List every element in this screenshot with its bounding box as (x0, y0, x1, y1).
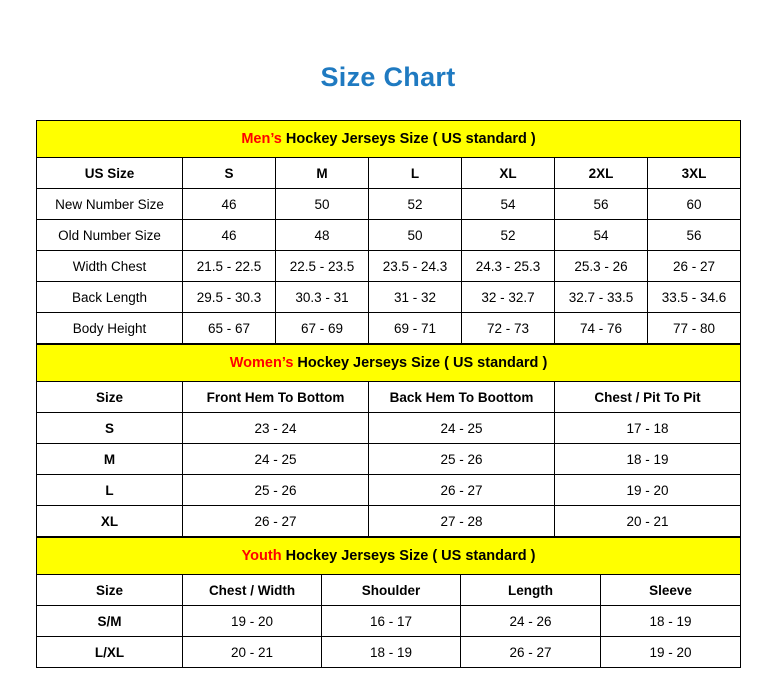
youth-row-0-cell-2: 16 - 17 (322, 606, 461, 637)
mens-row-2-cell-1: 21.5 - 22.5 (183, 251, 276, 282)
youth-row-1-cell-1: 20 - 21 (183, 637, 322, 668)
womens-row-3-cell-1: 26 - 27 (183, 506, 369, 537)
youth-header-row (37, 575, 741, 606)
womens-header-cell-1: Front Hem To Bottom (183, 382, 369, 413)
mens-row-0-cell-6: 60 (648, 189, 741, 220)
mens-header-row (37, 158, 741, 189)
mens-row-0-cell-1: 46 (183, 189, 276, 220)
mens-row-2-cell-3: 23.5 - 24.3 (369, 251, 462, 282)
womens-header-cell-0: Size (37, 382, 183, 413)
youth-row-0-label: S/M (37, 606, 183, 637)
youth-header-cell-3: Length (461, 575, 601, 606)
mens-row-1-cell-4: 52 (462, 220, 555, 251)
mens-header-cell-3: L (369, 158, 462, 189)
mens-row-3-cell-3: 31 - 32 (369, 282, 462, 313)
womens-row-2-cell-2: 26 - 27 (369, 475, 555, 506)
mens-row-4-cell-6: 77 - 80 (648, 313, 741, 344)
womens-row-1-label: M (37, 444, 183, 475)
womens-banner-cell (37, 345, 741, 382)
table-row (37, 444, 741, 475)
mens-header-cell-6: 3XL (648, 158, 741, 189)
womens-row-0-cell-3: 17 - 18 (555, 413, 741, 444)
mens-row-1-cell-5: 54 (555, 220, 648, 251)
womens-row-2-cell-3: 19 - 20 (555, 475, 741, 506)
youth-banner-category: Youth (241, 548, 282, 564)
youth-size-table (36, 537, 741, 668)
table-row (37, 637, 741, 668)
mens-row-1-cell-2: 48 (276, 220, 369, 251)
womens-row-1-cell-1: 24 - 25 (183, 444, 369, 475)
youth-header-cell-1: Chest / Width (183, 575, 322, 606)
mens-row-2-cell-5: 25.3 - 26 (555, 251, 648, 282)
mens-banner-rest: Hockey Jerseys Size ( US standard ) (281, 131, 536, 147)
youth-header-cell-0: Size (37, 575, 183, 606)
mens-banner-cell (37, 121, 741, 158)
table-row (37, 506, 741, 537)
youth-row-0-cell-4: 18 - 19 (601, 606, 741, 637)
mens-row-0-cell-2: 50 (276, 189, 369, 220)
youth-row-1-cell-4: 19 - 20 (601, 637, 741, 668)
mens-row-3-cell-1: 29.5 - 30.3 (183, 282, 276, 313)
womens-banner-row (37, 345, 741, 382)
womens-row-2-label: L (37, 475, 183, 506)
table-row (37, 475, 741, 506)
mens-row-3-cell-2: 30.3 - 31 (276, 282, 369, 313)
mens-row-3-cell-6: 33.5 - 34.6 (648, 282, 741, 313)
mens-row-1-cell-1: 46 (183, 220, 276, 251)
youth-banner-row (37, 538, 741, 575)
mens-row-1-cell-6: 56 (648, 220, 741, 251)
mens-row-4-cell-1: 65 - 67 (183, 313, 276, 344)
womens-row-3-cell-2: 27 - 28 (369, 506, 555, 537)
womens-row-1-cell-2: 25 - 26 (369, 444, 555, 475)
page-title: Size Chart (320, 62, 456, 92)
mens-row-4-cell-2: 67 - 69 (276, 313, 369, 344)
womens-row-0-cell-1: 23 - 24 (183, 413, 369, 444)
mens-row-4-label: Body Height (37, 313, 183, 344)
womens-size-table (36, 344, 741, 537)
youth-header-cell-2: Shoulder (322, 575, 461, 606)
youth-row-0-cell-1: 19 - 20 (183, 606, 322, 637)
womens-header-cell-3: Chest / Pit To Pit (555, 382, 741, 413)
mens-banner-row (37, 121, 741, 158)
table-row (37, 251, 741, 282)
table-row (37, 282, 741, 313)
youth-row-1-label: L/XL (37, 637, 183, 668)
womens-row-1-cell-3: 18 - 19 (555, 444, 741, 475)
mens-row-0-label: New Number Size (37, 189, 183, 220)
youth-header-cell-4: Sleeve (601, 575, 741, 606)
mens-row-3-cell-5: 32.7 - 33.5 (555, 282, 648, 313)
mens-row-0-cell-3: 52 (369, 189, 462, 220)
womens-banner-rest: Hockey Jerseys Size ( US standard ) (293, 355, 548, 371)
mens-header-cell-2: M (276, 158, 369, 189)
youth-banner-cell (37, 538, 741, 575)
mens-row-4-cell-3: 69 - 71 (369, 313, 462, 344)
table-row (37, 189, 741, 220)
mens-header-cell-0: US Size (37, 158, 183, 189)
size-tables-container (36, 120, 740, 668)
womens-row-0-cell-2: 24 - 25 (369, 413, 555, 444)
table-row (37, 606, 741, 637)
mens-header-cell-4: XL (462, 158, 555, 189)
womens-row-2-cell-1: 25 - 26 (183, 475, 369, 506)
mens-header-cell-1: S (183, 158, 276, 189)
table-row (37, 413, 741, 444)
mens-row-2-cell-2: 22.5 - 23.5 (276, 251, 369, 282)
mens-row-4-cell-4: 72 - 73 (462, 313, 555, 344)
mens-banner-category: Men’s (241, 131, 282, 147)
mens-row-2-cell-6: 26 - 27 (648, 251, 741, 282)
youth-row-1-cell-3: 26 - 27 (461, 637, 601, 668)
table-row (37, 220, 741, 251)
mens-row-0-cell-4: 54 (462, 189, 555, 220)
womens-row-3-cell-3: 20 - 21 (555, 506, 741, 537)
youth-row-1-cell-2: 18 - 19 (322, 637, 461, 668)
mens-row-0-cell-5: 56 (555, 189, 648, 220)
mens-size-table (36, 120, 741, 344)
mens-row-3-cell-4: 32 - 32.7 (462, 282, 555, 313)
mens-row-1-cell-3: 50 (369, 220, 462, 251)
womens-row-3-label: XL (37, 506, 183, 537)
mens-header-cell-5: 2XL (555, 158, 648, 189)
womens-header-cell-2: Back Hem To Boottom (369, 382, 555, 413)
youth-row-0-cell-3: 24 - 26 (461, 606, 601, 637)
table-row (37, 313, 741, 344)
mens-row-4-cell-5: 74 - 76 (555, 313, 648, 344)
mens-row-1-label: Old Number Size (37, 220, 183, 251)
womens-banner-category: Women’s (229, 355, 294, 371)
womens-row-0-label: S (37, 413, 183, 444)
mens-row-3-label: Back Length (37, 282, 183, 313)
mens-row-2-cell-4: 24.3 - 25.3 (462, 251, 555, 282)
youth-banner-rest: Hockey Jerseys Size ( US standard ) (281, 548, 536, 564)
womens-header-row (37, 382, 741, 413)
mens-row-2-label: Width Chest (37, 251, 183, 282)
